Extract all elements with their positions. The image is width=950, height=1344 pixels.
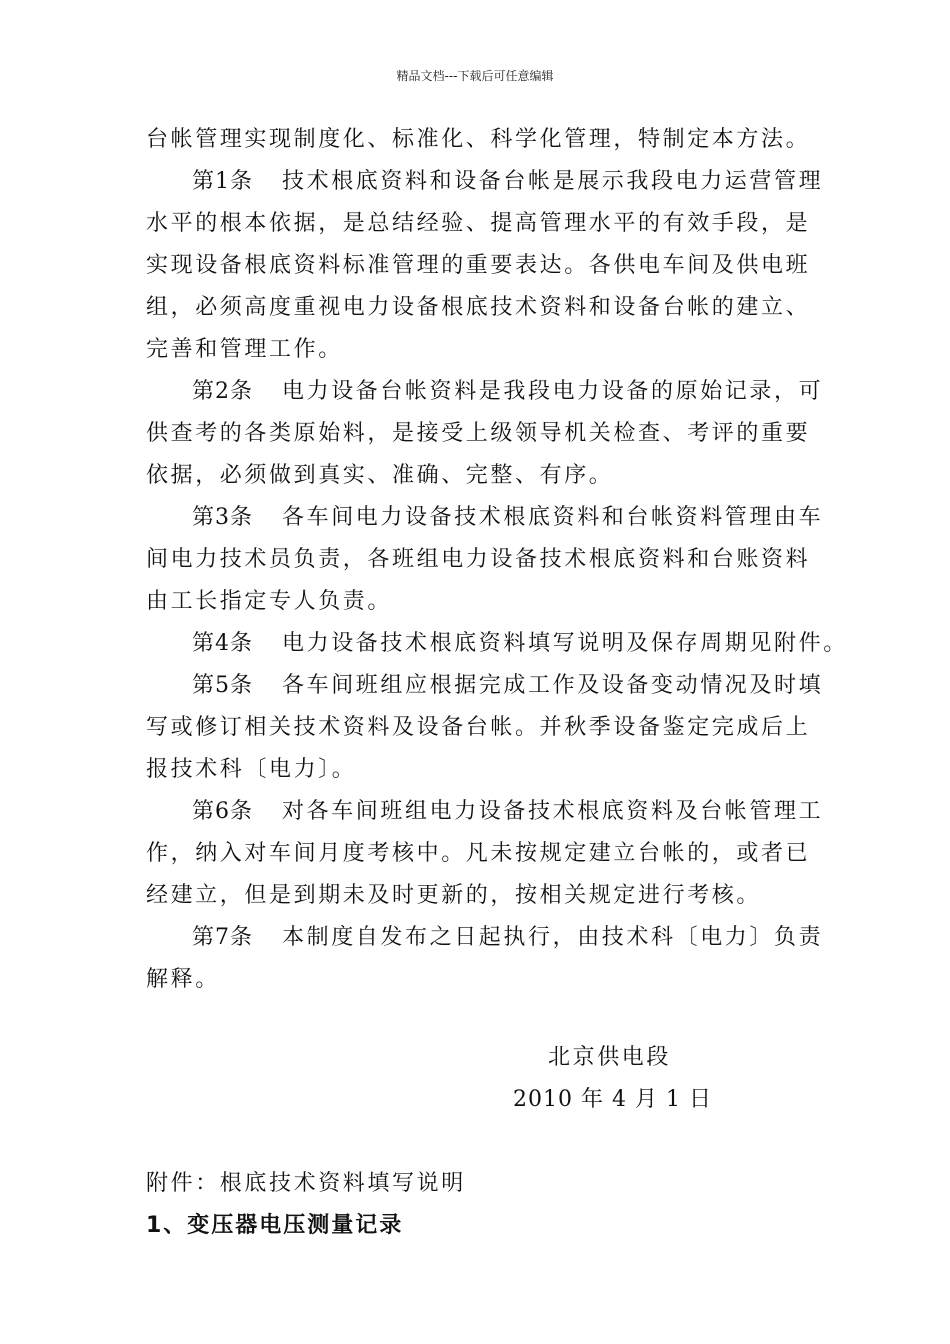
signature-date: 2010 年 4 月 1 日 xyxy=(513,1087,712,1112)
article-text: 各车间电力设备技术根底资料和台帐资料管理由车 xyxy=(282,505,824,530)
article-line: 作，纳入对车间月度考核中。凡未按规定建立台帐的，或者已 xyxy=(146,841,811,866)
article-number: 第2条 xyxy=(192,379,253,404)
article-1-first-line xyxy=(192,171,823,193)
article-line: 写或修订相关技术资料及设备台帐。并秋季设备鉴定完成后上 xyxy=(146,715,811,740)
article-3-first-line xyxy=(192,507,823,529)
article-2-first-line xyxy=(192,381,823,403)
section-heading: 1、变压器电压测量记录 xyxy=(146,1213,404,1238)
signature-org: 北京供电段 xyxy=(548,1045,672,1070)
article-number: 第7条 xyxy=(192,925,253,950)
page-header: 精品文档---下载后可任意编辑 xyxy=(396,69,554,83)
article-line: 水平的根本依据，是总结经验、提高管理水平的有效手段，是 xyxy=(146,211,811,236)
article-line: 完善和管理工作。 xyxy=(146,337,343,362)
article-line: 经建立，但是到期未及时更新的，按相关规定进行考核。 xyxy=(146,883,762,908)
article-line: 报技术科〔电力〕。 xyxy=(146,757,357,782)
article-text: 对各车间班组电力设备技术根底资料及台帐管理工 xyxy=(282,799,824,824)
article-line: 依据，必须做到真实、准确、完整、有序。 xyxy=(146,463,614,488)
article-number: 第4条 xyxy=(192,631,253,656)
attachment-line: 附件：根底技术资料填写说明 xyxy=(146,1171,466,1196)
article-number: 第5条 xyxy=(192,673,253,698)
article-number: 第1条 xyxy=(192,169,253,194)
article-text: 电力设备台帐资料是我段电力设备的原始记录，可 xyxy=(282,379,824,404)
article-number: 第6条 xyxy=(192,799,253,824)
article-line: 解释。 xyxy=(146,967,220,992)
article-line: 供查考的各类原始料，是接受上级领导机关检查、考评的重要 xyxy=(146,421,811,446)
article-4-first-line xyxy=(192,633,848,655)
article-6-first-line xyxy=(192,801,823,823)
article-text: 本制度自发布之日起执行，由技术科〔电力〕负责 xyxy=(282,925,824,950)
article-number: 第3条 xyxy=(192,505,253,530)
intro-line: 台帐管理实现制度化、标准化、科学化管理，特制定本方法。 xyxy=(146,127,811,152)
article-5-first-line xyxy=(192,675,823,697)
article-line: 由工长指定专人负责。 xyxy=(146,589,393,614)
article-text: 各车间班组应根据完成工作及设备变动情况及时填 xyxy=(282,673,824,698)
article-7-first-line xyxy=(192,927,823,949)
article-line: 组，必须高度重视电力设备根底技术资料和设备台帐的建立、 xyxy=(146,295,811,320)
article-text: 技术根底资料和设备台帐是展示我段电力运营管理 xyxy=(282,169,824,194)
article-line: 实现设备根底资料标准管理的重要表达。各供电车间及供电班 xyxy=(146,253,811,278)
article-line: 间电力技术员负责，各班组电力设备技术根底资料和台账资料 xyxy=(146,547,811,572)
article-text: 电力设备技术根底资料填写说明及保存周期见附件。 xyxy=(282,631,848,656)
